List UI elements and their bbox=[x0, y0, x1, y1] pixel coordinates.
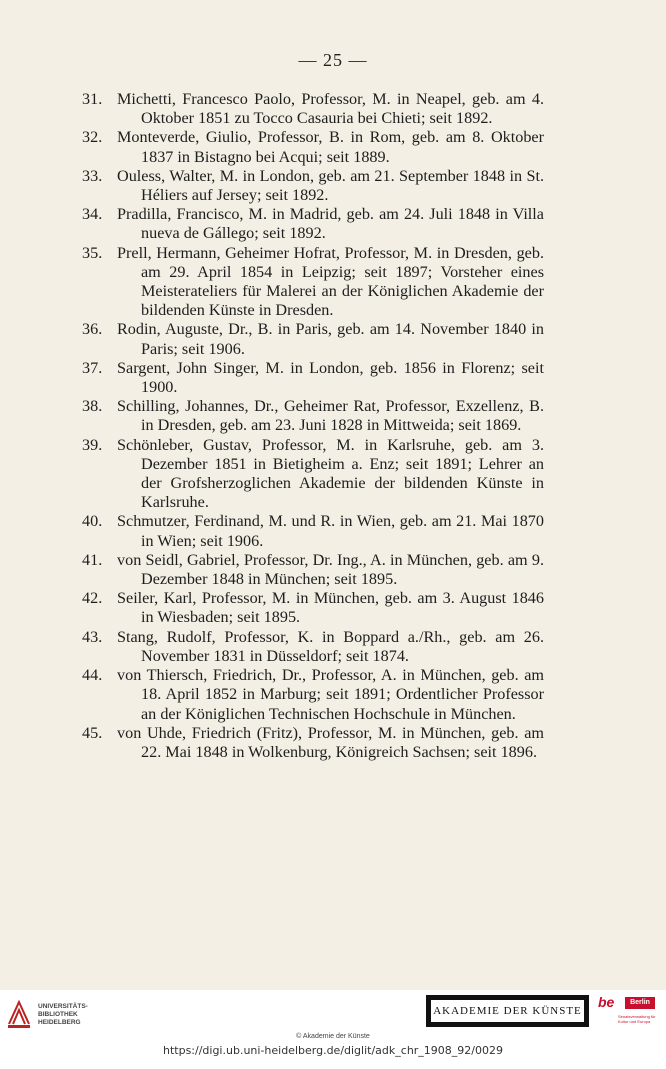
entry-number: 31. bbox=[82, 90, 103, 108]
list-entry bbox=[82, 128, 544, 166]
entry-text: Sargent, John Singer, M. in London, geb. 1856 in Florenz; seit 1900. bbox=[117, 358, 544, 397]
list-entry bbox=[82, 551, 544, 589]
entry-text: Ouless, Walter, M. in London, geb. am 21. September 1848 in St. Héliers auf Jersey; seit 1892. bbox=[117, 166, 544, 205]
entry-text: Prell, Hermann, Geheimer Hofrat, Professor, M. in Dresden, geb. am 29. April 1854 in Leipzig; seit 1897; Vorsteher eines Meisterateliers für Malerei an der Königlichen Akademie der bildenden Künste in Dresden. bbox=[117, 243, 544, 320]
akademie-logo[interactable] bbox=[426, 995, 589, 1027]
entry-text: Schönleber, Gustav, Professor, M. in Karlsruhe, geb. am 3. Dezember 1851 in Bietigheim a. Enz; seit 1891; Lehrer an der Grofsherzoglichen Akademie der bildenden Künste in Karlsruhe. bbox=[117, 435, 544, 512]
member-list bbox=[82, 90, 544, 762]
berlin-box: Berlin bbox=[625, 997, 655, 1009]
entry-number: 34. bbox=[82, 205, 103, 224]
library-name-line: UNIVERSITÄTS- bbox=[38, 1003, 88, 1010]
akademie-label: AKADEMIE DER KÜNSTE bbox=[430, 999, 585, 1023]
permalink-url[interactable]: https://digi.ub.uni-heidelberg.de/diglit/adk_chr_1908_92/0029 bbox=[162, 1044, 504, 1057]
berlin-mark: be bbox=[598, 994, 615, 1010]
list-entry bbox=[82, 397, 544, 435]
entry-number: 40. bbox=[82, 512, 103, 531]
list-entry bbox=[82, 724, 544, 762]
berlin-subtitle: Senatsverwaltung für Kultur und Europa bbox=[618, 1014, 656, 1024]
entry-number: 42. bbox=[82, 589, 103, 608]
library-name-line: BIBLIOTHEK bbox=[38, 1011, 78, 1018]
entry-number: 33. bbox=[82, 166, 103, 185]
entry-number: 39. bbox=[82, 435, 103, 454]
entry-text: Schmutzer, Ferdinand, M. und R. in Wien, geb. am 21. Mai 1870 in Wien; seit 1906. bbox=[117, 512, 544, 550]
library-crest-icon bbox=[6, 998, 32, 1030]
page-number: — 25 — bbox=[298, 50, 368, 70]
entry-text: Schilling, Johannes, Dr., Geheimer Rat, Professor, Exzellenz, B. in Dresden, geb. am 23. Juni 1828 in Mittweida; seit 1869. bbox=[117, 397, 544, 435]
viewer-footer bbox=[0, 990, 666, 1069]
list-entry bbox=[82, 320, 544, 358]
entry-text: Seiler, Karl, Professor, M. in München, geb. am 3. August 1846 in Wiesbaden; seit 1895. bbox=[117, 589, 544, 627]
entry-number: 38. bbox=[82, 397, 103, 416]
list-entry bbox=[82, 436, 544, 513]
entry-number: 36. bbox=[82, 320, 103, 339]
entry-text: von Thiersch, Friedrich, Dr., Professor, A. in München, geb. am 18. April 1852 in Marburg; seit 1891; Ordentlicher Professor an der Königlichen Technischen Hochschule in München. bbox=[117, 666, 544, 723]
list-entry bbox=[82, 628, 544, 666]
entry-text: Stang, Rudolf, Professor, K. in Boppard a./Rh., geb. am 26. November 1831 in Düsseldorf; seit 1874. bbox=[117, 627, 544, 665]
entry-number: 44. bbox=[82, 666, 103, 685]
list-entry bbox=[82, 512, 544, 550]
list-entry bbox=[82, 244, 544, 321]
entry-number: 45. bbox=[82, 723, 103, 742]
copyright-text: © Akademie der Künste bbox=[296, 1033, 370, 1040]
berlin-logo[interactable] bbox=[598, 994, 656, 1032]
entry-number: 37. bbox=[82, 358, 103, 377]
list-entry bbox=[82, 589, 544, 627]
library-name bbox=[38, 1003, 88, 1027]
heidelberg-library-logo[interactable] bbox=[6, 998, 146, 1030]
entry-text: von Uhde, Friedrich (Fritz), Professor, M. in München, geb. am 22. Mai 1848 in Wolkenburg, Königreich Sachsen; seit 1896. bbox=[117, 723, 544, 761]
list-entry bbox=[82, 205, 544, 243]
library-name-line: HEIDELBERG bbox=[38, 1019, 81, 1026]
list-entry bbox=[82, 167, 544, 205]
entry-number: 32. bbox=[82, 128, 103, 147]
entry-text: Rodin, Auguste, Dr., B. in Paris, geb. am 14. November 1840 in Paris; seit 1906. bbox=[117, 320, 544, 358]
list-entry bbox=[82, 666, 544, 724]
list-entry bbox=[82, 359, 544, 397]
entry-text: von Seidl, Gabriel, Professor, Dr. Ing., A. in München, geb. am 9. Dezember 1848 in München; seit 1895. bbox=[117, 550, 544, 589]
list-entry bbox=[82, 90, 544, 128]
entry-text: Monteverde, Giulio, Professor, B. in Rom, geb. am 8. Oktober 1837 in Bistagno bei Acqui; seit 1889. bbox=[117, 128, 544, 166]
entry-number: 43. bbox=[82, 627, 103, 646]
entry-number: 41. bbox=[82, 550, 103, 569]
entry-text: Michetti, Francesco Paolo, Professor, M. in Neapel, geb. am 4. Oktober 1851 zu Tocco Casauria bei Chieti; seit 1892. bbox=[117, 90, 544, 128]
entry-text: Pradilla, Francisco, M. in Madrid, geb. am 24. Juli 1848 in Villa nueva de Gállego; seit 1892. bbox=[117, 205, 544, 243]
entry-number: 35. bbox=[82, 243, 103, 262]
